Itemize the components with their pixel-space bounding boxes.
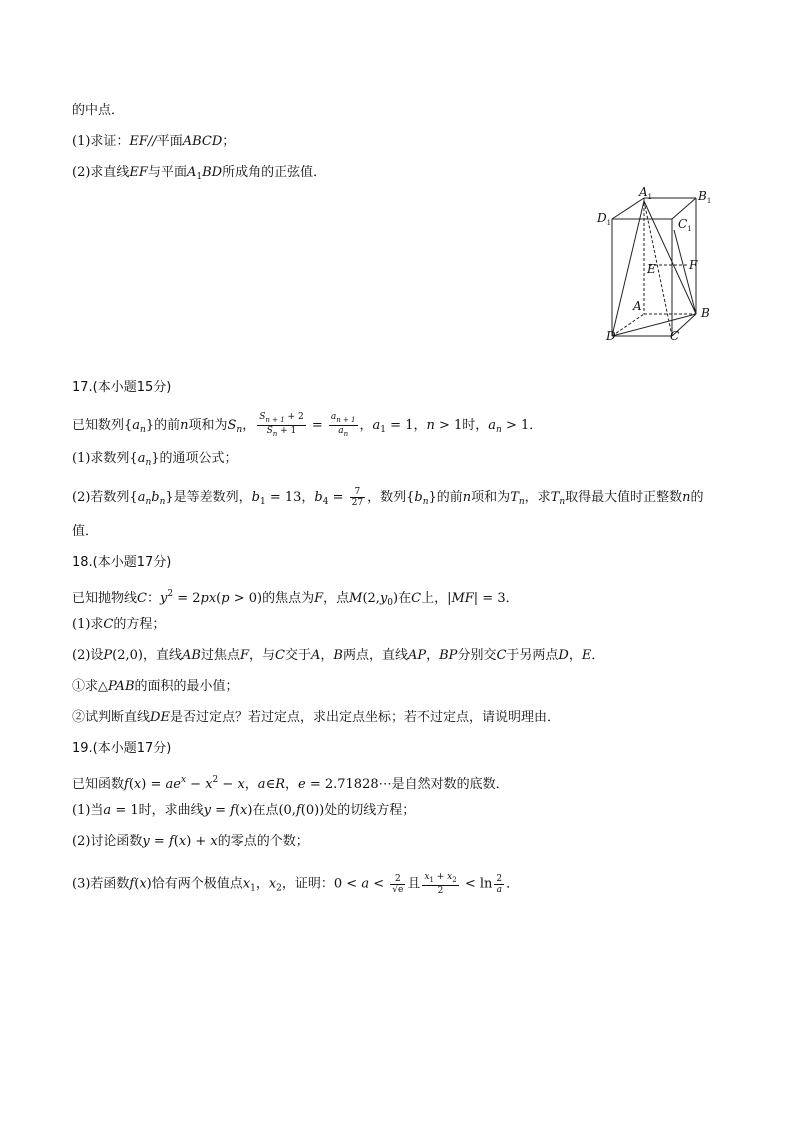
frac-s: $\frac{S_{n + 1} + 2}{S_n + 1}$ [259,412,304,438]
frac-2-a: $\frac{2}{a}$ [496,873,503,895]
p18-heading: 18.(本小题17分) [72,555,172,570]
p19-line3: (2)讨论函数y = f(x) + x的零点的个数； [72,834,309,849]
p18-line3: (2)设P(2,0)，直线AB过焦点F，与C交于A，B两点，直线AP，BP分别交C于另两点D，E． [72,648,605,663]
frac-a: $\frac{a_{n + 1}}{a_n}$ [330,412,356,438]
p17-line4: 值． [72,524,99,539]
label-C1: $C_1$ [678,217,692,233]
prev-q1: (1)求证：EF//平面ABCD； [72,134,236,149]
p17-line3: (2)若数列$\{a_nb_n\}$是等差数列，$b_1 = 13$，$b_4$ = $\frac{7}{27}$ ，数列$\{b_n\}$的前n项和为$T_n$，求$T_n$取得最大值时正整数n的 [72,487,704,508]
label-D: D [606,329,616,343]
label-D1: $D_1$ [597,211,612,227]
p18-line4: ①求△PAB的面积的最小值； [72,679,239,694]
p19-line1: 已知函数$f(x) = ae^x - x^2 - x$，a∈R，e = 2.71828⋯是自然对数的底数． [72,775,509,792]
p18-line1: 已知抛物线C：$y^2 = 2px(p > 0)$的焦点为F，点$M(2,y_0)$在C上，|MF| = 3． [72,589,519,608]
label-C: C [670,329,680,343]
label-B1: $B_1$ [698,189,712,205]
frac-2-sqrt-e: $\frac{2}{√e}$ [392,873,404,895]
prev-tail: 的中点． [72,103,125,118]
p17-line1: 已知数列$\{a_n\}$的前n项和为$S_n$， $\frac{S_{n + 1} + 2}{S_n + 1}$ = $\frac{a_{n + 1}}{a_n}$ ，$a_1 = 1$，n > 1时，$a_n > 1$． [72,412,543,438]
p17-heading: 17.(本小题15分) [72,380,172,395]
p17-line2: (1)求数列$\{a_n\}$的通项公式； [72,451,238,468]
frac-7-27: $\frac{7}{27}$ [351,487,364,508]
p19-line4: (3)若函数f(x)恰有两个极值点$x_1$，$x_2$，证明：0 < a < $\frac{2}{√e}$ 且 $\frac{x_1 + x_2}{2}$ < ln $\frac{2}{a}$ ． [72,872,520,896]
label-A: A [633,299,642,313]
label-B: B [701,306,710,320]
frac-x-sum: $\frac{x_1 + x_2}{2}$ [424,872,457,896]
label-F: F [689,258,698,272]
p18-line2: (1)求C的方程； [72,617,166,632]
label-A1: $A_1$ [639,186,653,201]
p19-heading: 19.(本小题17分) [72,741,172,756]
p19-line2: (1)当a = 1时，求曲线y = f(x)在点(0,f(0))处的切线方程； [72,803,416,818]
prism-figure [592,186,722,346]
label-E: E [647,262,656,276]
p18-line5: ②试判断直线DE是否过定点？若过定点，求出定点坐标；若不过定点，请说明理由． [72,710,560,725]
prev-q2: (2)求直线EF与平面$A_1BD$所成角的正弦值． [72,165,327,182]
